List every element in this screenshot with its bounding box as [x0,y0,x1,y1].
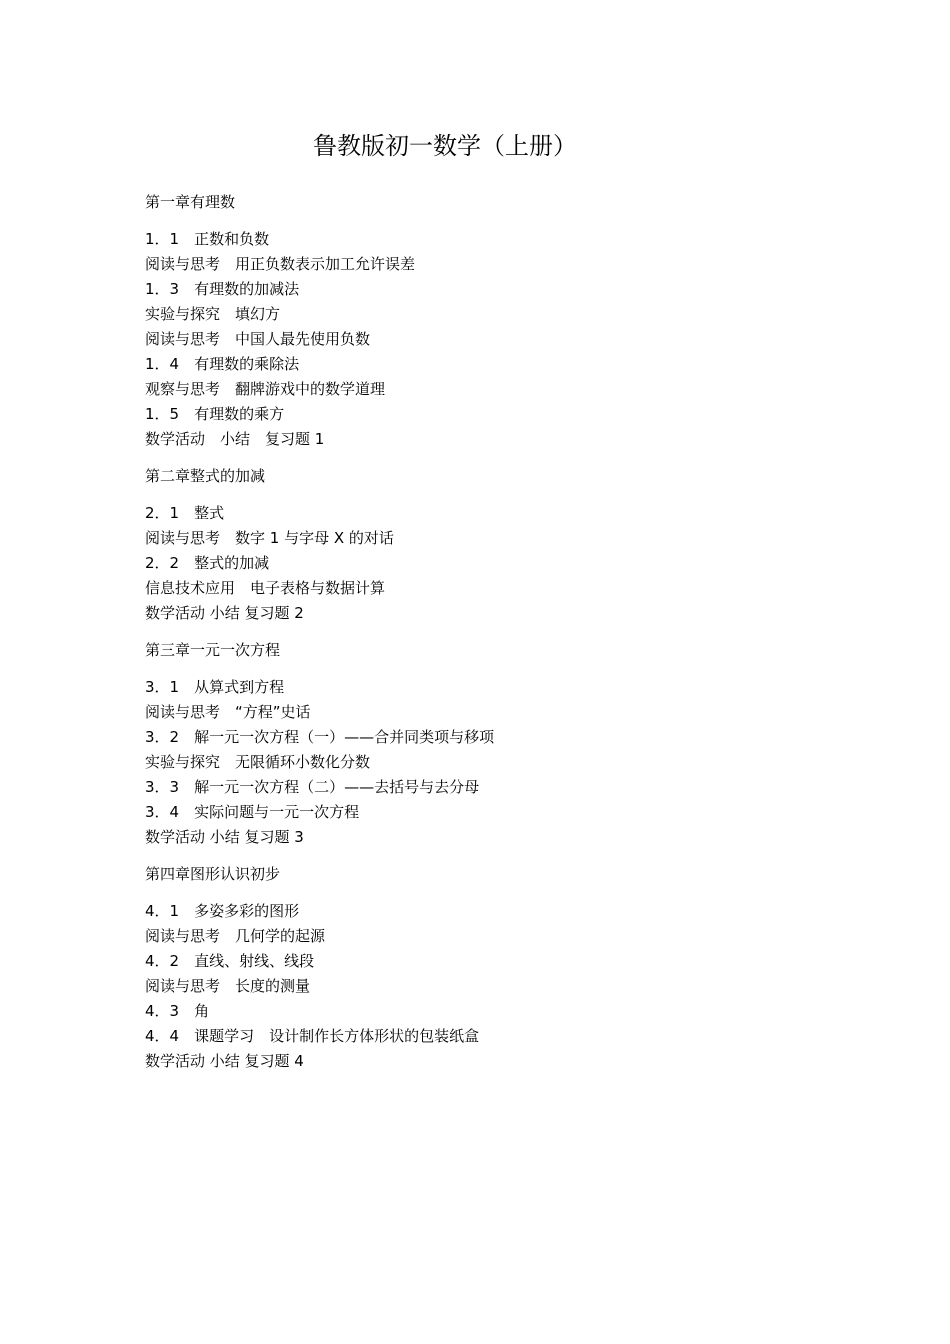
toc-entry: 阅读与思考 中国人最先使用负数 [145,330,371,348]
toc-entry: 2．1 整式 [145,504,225,522]
toc-entry: 3．4 实际问题与一元一次方程 [145,803,360,821]
toc-entry: 观察与思考 翻牌游戏中的数学道理 [145,380,386,398]
toc-entry: 阅读与思考 数字 1 与字母 X 的对话 [145,529,394,547]
toc-entry: 数学活动 小结 复习题 2 [145,604,304,622]
chapter-entries [145,227,845,452]
toc-entry: 2．2 整式的加减 [145,554,270,572]
chapter-3 [145,638,845,850]
toc-entry: 阅读与思考 用正负数表示加工允许误差 [145,255,416,273]
toc-entry: 实验与探究 无限循环小数化分数 [145,753,371,771]
chapter-entries [145,501,845,626]
toc-entry: 阅读与思考 “方程”史话 [145,703,311,721]
chapter-4 [145,862,845,1074]
document-title: 鲁教版初一数学（上册） [313,132,577,160]
toc-entry: 3．1 从算式到方程 [145,678,285,696]
toc-entry: 4．2 直线、射线、线段 [145,952,315,970]
chapter-title: 第三章一元一次方程 [145,641,281,659]
toc-entry: 1．3 有理数的加减法 [145,280,300,298]
toc-entry: 信息技术应用 电子表格与数据计算 [145,579,386,597]
toc-entry: 4．4 课题学习 设计制作长方体形状的包装纸盒 [145,1027,480,1045]
toc-entry: 数学活动 小结 复习题 1 [145,430,325,448]
toc-entry: 4．1 多姿多彩的图形 [145,902,300,920]
chapter-entries [145,899,845,1074]
table-of-contents [145,190,845,1086]
toc-entry: 阅读与思考 几何学的起源 [145,927,326,945]
toc-entry: 1．4 有理数的乘除法 [145,355,300,373]
chapter-2 [145,464,845,626]
toc-entry: 阅读与思考 长度的测量 [145,977,311,995]
chapter-1 [145,190,845,452]
toc-entry: 3．3 解一元一次方程（二）——去括号与去分母 [145,778,480,796]
toc-entry: 数学活动 小结 复习题 3 [145,828,304,846]
chapter-title: 第一章有理数 [145,193,236,211]
chapter-entries [145,675,845,850]
chapter-title: 第二章整式的加减 [145,467,266,485]
toc-entry: 数学活动 小结 复习题 4 [145,1052,304,1070]
toc-entry: 4．3 角 [145,1002,210,1020]
toc-entry: 1．5 有理数的乘方 [145,405,285,423]
toc-entry: 3．2 解一元一次方程（一）——合并同类项与移项 [145,728,495,746]
toc-entry: 1．1 正数和负数 [145,230,270,248]
chapter-title: 第四章图形认识初步 [145,865,281,883]
toc-entry: 实验与探究 填幻方 [145,305,281,323]
